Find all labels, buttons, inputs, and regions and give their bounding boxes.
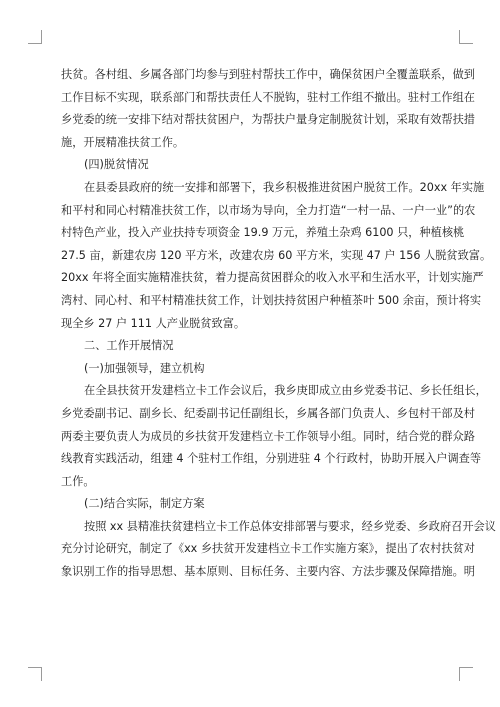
body-line: 两委主要负责人为成员的乡扶贫开发建档立卡工作领导小组。同时，结合党的群众路 (61, 429, 475, 443)
body-line: 20xx 年将全面实施精准扶贫，着力提高贫困群众的收入水平和生活水平，计划实施严 (61, 271, 484, 285)
section-heading: (二)结合实际，制定方案 (84, 497, 205, 511)
crop-mark-top-left (28, 30, 42, 44)
body-line: 和平村和同心村精准扶贫工作，以市场为导向，全力打造“一村一品、一户一业”的农 (61, 203, 476, 217)
body-line: 乡党委的统一安排下结对帮扶贫困户，为帮扶户量身定制脱贫计划，采取有效帮扶措 (61, 113, 475, 127)
paragraph-first-line: 在全县扶贫开发建档立卡工作会议后，我乡庚即成立由乡党委书记、乡长任组长， (84, 384, 487, 398)
section-heading: 二、工作开展情况 (84, 339, 174, 353)
section-heading: (一)加强领导，建立机构 (84, 361, 205, 375)
crop-mark-bottom-right (459, 667, 473, 681)
body-line: 村特色产业，投入产业扶持专项资金 19.9 万元，养殖土杂鸡 6100 只，种植核桃 (61, 226, 465, 240)
body-line: 线教育实践活动，组建 4 个驻村工作组，分别进驻 4 个行政村，协助开展入户调查等 (61, 452, 482, 466)
body-line: 乡党委副书记、副乡长、纪委副书记任副组长，乡属各部门负责人、乡包村干部及村 (61, 406, 475, 420)
paragraph-first-line: 按照 xx 县精准扶贫建档立卡工作总体安排部署与要求，经乡党委、乡政府召开会议 (84, 519, 496, 533)
crop-mark-bottom-left (28, 667, 42, 681)
section-heading: (四)脱贫情况 (84, 158, 149, 172)
body-line: 扶贫。各村组、乡属各部门均参与到驻村帮扶工作中，确保贫困户全覆盖联系，做到 (61, 68, 475, 81)
body-line: 现全乡 27 户 111 人产业脱贫致富。 (61, 316, 246, 330)
body-line: 充分讨论研究，制定了《xx 乡扶贫开发建档立卡工作实施方案》，提出了农村扶贫对 (61, 542, 475, 556)
body-line: 工作。 (61, 474, 95, 488)
crop-mark-top-right (459, 30, 473, 44)
body-line: 27.5 亩，新建农房 120 平方米，改建农房 60 平方米，实现 47 户 156 人脱贫致富。 (61, 248, 492, 262)
body-line: 象识别工作的指导思想、基本原则、目标任务、主要内容、方法步骤及保障措施。明 (61, 565, 475, 579)
body-line: 湾村、同心村、和平村精准扶贫工作，计划扶持贫困户种植茶叶 500 余亩，预计将实 (61, 293, 482, 307)
document-body (61, 64, 496, 584)
paragraph-first-line: 在县委县政府的统一安排和部署下，我乡积极推进贫困户脱贫工作。20xx 年实施 (84, 180, 485, 194)
body-line: 工作目标不实现，联系部门和帮扶责任人不脱钩，驻村工作组不撤出。驻村工作组在 (61, 90, 475, 104)
body-line: 施，开展精准扶贫工作。 (61, 135, 185, 149)
